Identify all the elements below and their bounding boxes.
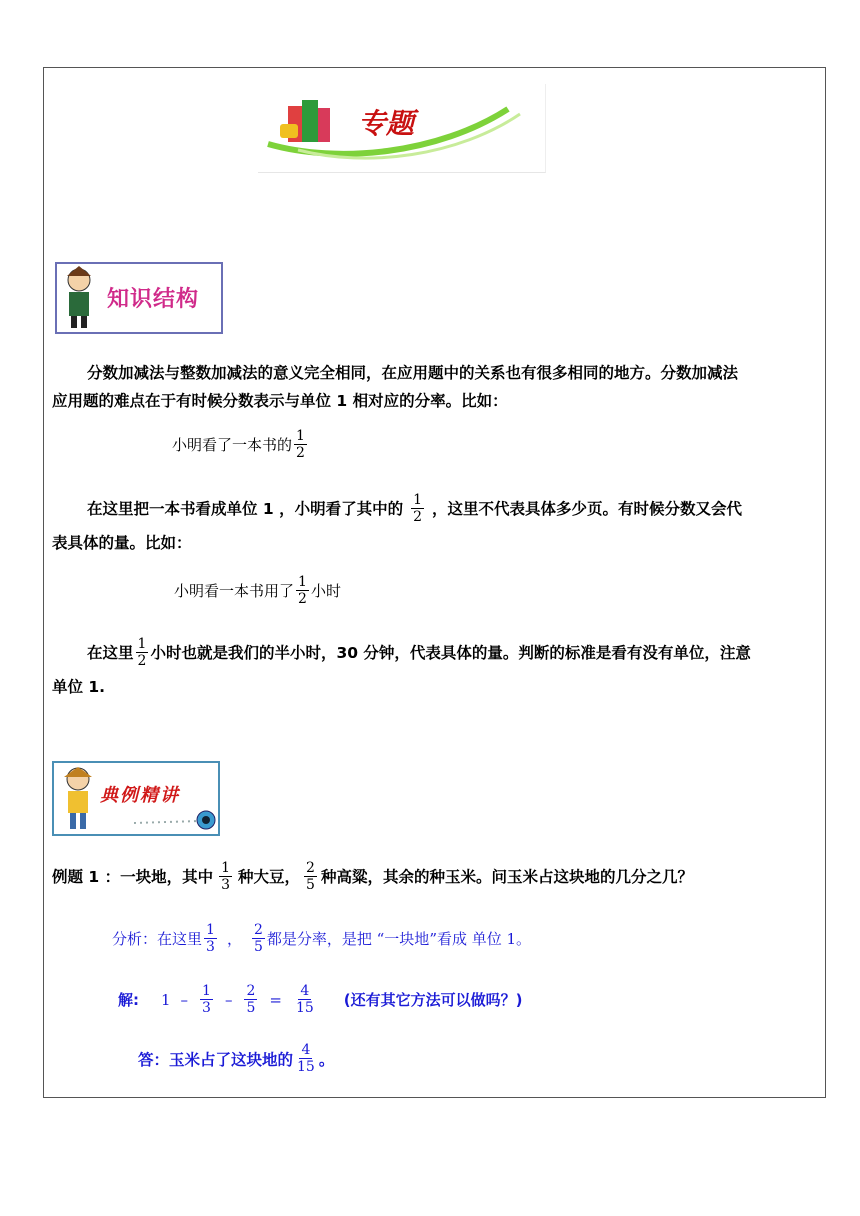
paragraph-3-line-1: 在这里 $\frac{1}{2}$ 小时也就是我们的半小时，30 分钟，代表具体的量。判断的标准是看有没有单位，注意 <box>87 636 751 669</box>
fraction-half: $\frac{1}{2}$ <box>298 574 307 607</box>
solve-note: (还有其它方法可以做吗？) <box>343 991 523 1009</box>
solve-label: 解: <box>118 991 139 1009</box>
fraction-half: $\frac{1}{2}$ <box>296 428 305 461</box>
boy-icon <box>58 765 98 833</box>
solution-line: 解: 1 – $\frac{1}{3}$ – $\frac{2}{5}$ = $\frac{4}{15}$ (还有其它方法可以做吗？) <box>118 983 523 1016</box>
answer-line: 答：玉米占了这块地的 $\frac{4}{15}$ 。 <box>138 1042 335 1075</box>
analysis-line: 分析：在这里 $\frac{1}{3}$ ， $\frac{2}{5}$ 都是分率，是把 “一块地”看成 单位 1。 <box>112 922 532 955</box>
fraction-two-fifths: $\frac{2}{5}$ <box>306 860 315 893</box>
fraction-four-fifteenths: $\frac{4}{15}$ <box>297 1042 315 1075</box>
student-icon <box>59 266 99 330</box>
topic-banner <box>258 84 546 173</box>
fraction-half: $\frac{1}{2}$ <box>137 636 147 669</box>
example-book-fraction <box>172 428 309 461</box>
intro-line-2: 应用题的难点在于有时候分数表示与单位 1 相对应的分率。比如： <box>52 392 508 410</box>
fraction-one-third: $\frac{1}{3}$ <box>202 983 211 1016</box>
section-badge-examples <box>52 761 220 836</box>
example-question: 例题 1 ：一块地，其中 $\frac{1}{3}$ 种大豆， $\frac{2}{5}$ 种高粱，其余的种玉米。问玉米占这块地的几分之几？ <box>52 860 693 893</box>
intro-line-1: 分数加减法与整数加减法的意义完全相同，在应用题中的关系也有很多相同的地方。分数加减法 <box>87 364 739 382</box>
paragraph-2-line-2: 表具体的量。比如： <box>52 534 192 552</box>
example-text: 小明看了一本书的 <box>172 436 293 454</box>
fraction-one-third: $\frac{1}{3}$ <box>206 922 215 955</box>
paragraph-2-line-1: 在这里把一本书看成单位 1 ，小明看了其中的 $\frac{1}{2}$ ，这里不代表具体多少页。有时候分数又会代 <box>87 492 743 525</box>
fraction-two-fifths: $\frac{2}{5}$ <box>253 922 263 955</box>
section-title-knowledge: 知识结构 <box>107 286 200 312</box>
fraction-half: $\frac{1}{2}$ <box>413 492 423 525</box>
eye-ball-icon <box>134 809 218 831</box>
fraction-one-third: $\frac{1}{3}$ <box>221 860 230 893</box>
paragraph-3-line-2: 单位 1. <box>52 678 106 696</box>
section-badge-knowledge <box>55 262 223 334</box>
example-hour-fraction: 小明看一本书用了 $\frac{1}{2}$ 小时 <box>174 574 341 607</box>
fraction-four-fifteenths: $\frac{4}{15}$ <box>295 983 314 1016</box>
banner-title: 专题 <box>358 107 415 140</box>
section-title-examples: 典例精讲 <box>100 785 180 806</box>
fraction-two-fifths: $\frac{2}{5}$ <box>246 983 256 1016</box>
